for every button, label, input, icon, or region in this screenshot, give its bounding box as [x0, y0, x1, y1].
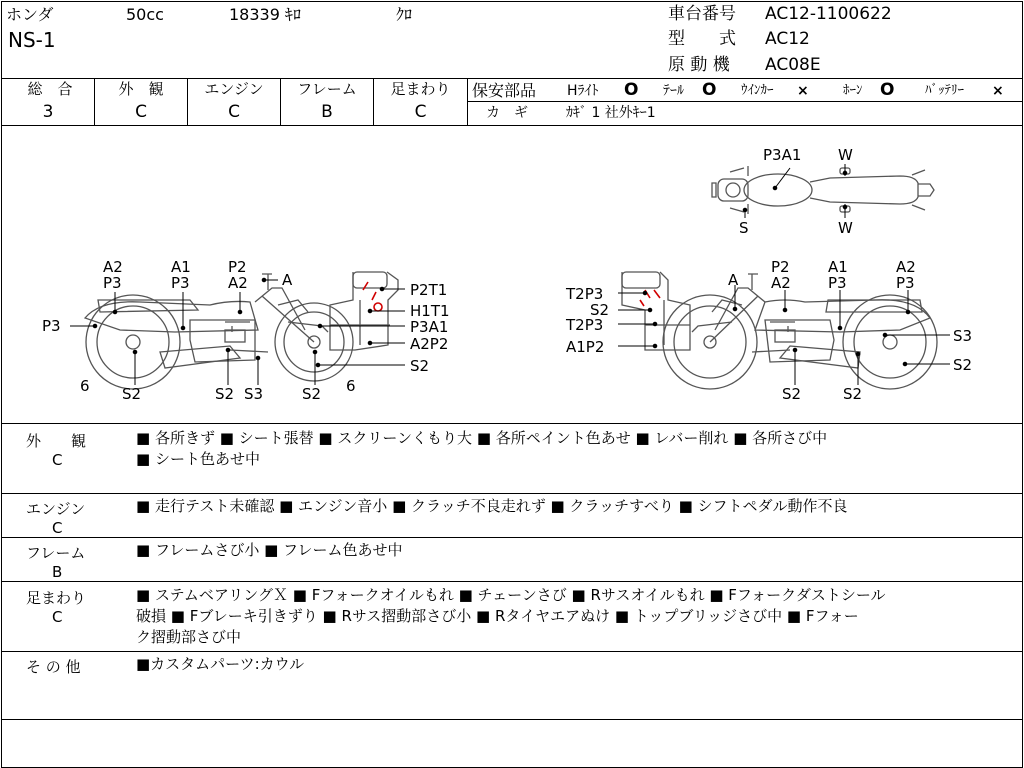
- diagram-label: T2P3: [566, 316, 604, 334]
- diagram-label: A2: [771, 274, 791, 292]
- engine-grade-label: エンジン: [204, 80, 264, 98]
- safety-label: 保安部品: [472, 81, 537, 100]
- diagram-label: A1P2: [566, 338, 605, 356]
- frame-grade-label: フレーム: [297, 80, 357, 98]
- section-line: ■ 走行テスト未確認 ■ エンジン音小 ■ クラッチ不良走れず ■ クラッチすべり ■ シフトペダル動作不良: [136, 497, 848, 515]
- diagram-label: S2: [843, 385, 863, 403]
- diagram-label: P2: [771, 258, 790, 276]
- section-line: ク摺動部さび中: [136, 628, 242, 646]
- diagram-label: P2T1: [410, 281, 448, 299]
- frame-grade: B: [321, 102, 333, 122]
- diagram-label: S2: [122, 385, 142, 403]
- diagram-label: S2: [410, 357, 430, 375]
- diagram-label: P3: [828, 274, 847, 292]
- maker-name: ホンダ: [6, 5, 54, 24]
- bike-top-view: [712, 166, 934, 214]
- section-line: ■ フレームさび小 ■ フレーム色あせ中: [136, 541, 403, 559]
- key-value: ｶｷﾞ 1 社外ｷｰ1: [566, 105, 656, 121]
- diagram-label: A2: [228, 274, 248, 292]
- section-line: ■カスタムパーツ:カウル: [136, 655, 305, 673]
- overall-label: 総 合: [27, 80, 73, 98]
- diagram-label: S: [739, 219, 749, 237]
- diagram-label: H1T1: [410, 302, 450, 320]
- safety-item-headlight: Hﾗｲﾄ: [567, 83, 599, 99]
- exterior-grade: C: [135, 102, 147, 122]
- divider: [1, 581, 1022, 582]
- section-label: エンジン: [26, 500, 86, 518]
- diagram-label: S3: [244, 385, 264, 403]
- section-line: ■ シート色あせ中: [136, 450, 260, 468]
- diagram-label: P3: [103, 274, 122, 292]
- diagram-label: W: [838, 146, 853, 164]
- divider: [1, 78, 1022, 79]
- safety-item-winker: ｳｲﾝｶｰ: [741, 83, 774, 98]
- diagram-label: S2: [215, 385, 235, 403]
- section-line: ■ 各所きず ■ シート張替 ■ スクリーンくもり大 ■ 各所ペイント色あせ ■ レバー削れ ■ 各所さび中: [136, 429, 828, 447]
- suspension-grade: C: [414, 102, 427, 122]
- overall-grade: 3: [42, 102, 54, 122]
- frame-no-label: 車台番号: [668, 4, 736, 24]
- safety-mark-winker: ×: [797, 83, 809, 99]
- diagram-label: S3: [953, 327, 973, 345]
- frame-no: AC12-1100622: [765, 4, 892, 24]
- diagram-label: P3: [171, 274, 190, 292]
- engine-value: AC08E: [765, 55, 821, 75]
- divider: [1, 493, 1022, 494]
- diagram-label: S2: [782, 385, 802, 403]
- color: ｸﾛ: [396, 5, 413, 24]
- safety-item-taillight: ﾃｰﾙ: [663, 83, 684, 99]
- divider: [467, 78, 468, 125]
- diagram-leaders: [70, 164, 950, 385]
- safety-item-battery: ﾊﾞｯﾃﾘｰ: [925, 83, 964, 98]
- engine-label: 原 動 機: [668, 55, 730, 75]
- divider: [1, 423, 1022, 424]
- diagram-label: P3: [42, 317, 61, 335]
- damage-diagram: [0, 126, 1024, 423]
- safety-mark-taillight: O: [702, 80, 717, 100]
- diagram-label: A1: [171, 258, 191, 276]
- diagram-label: S2: [953, 356, 973, 374]
- section-label: フレーム: [26, 544, 86, 562]
- diagram-label: T2P3: [566, 285, 604, 303]
- divider: [1, 651, 1022, 652]
- diagram-label: 6: [80, 377, 90, 395]
- type-label: 型 式: [668, 29, 736, 49]
- diagram-label: A1: [828, 258, 848, 276]
- divider: [1, 537, 1022, 538]
- section-label: そ の 他: [26, 658, 81, 676]
- key-label: カ ギ: [486, 105, 528, 121]
- diagram-label: W: [838, 219, 853, 237]
- section-grade: B: [52, 563, 63, 581]
- section-line: ■ ステムベアリングＸ ■ Fフォークオイルもれ ■ チェーンさび ■ Rサスオイルもれ ■ Fフォークダストシール: [136, 586, 886, 604]
- model-name: NS-1: [8, 28, 56, 52]
- diagram-label: P2: [228, 258, 247, 276]
- diagram-label: A2: [103, 258, 123, 276]
- section-grade: C: [52, 451, 63, 469]
- section-line: 破損 ■ Fブレーキ引きずり ■ Rサス摺動部さび小 ■ Rタイヤエアぬけ ■ トップブリッジさび中 ■ Fフォー: [136, 607, 859, 625]
- diagram-label: S2: [302, 385, 322, 403]
- section-grade: C: [52, 519, 63, 537]
- safety-item-horn: ﾎｰﾝ: [843, 83, 863, 98]
- diagram-label: A: [728, 271, 739, 289]
- diagram-label: 6: [346, 377, 356, 395]
- exterior-label: 外 観: [118, 80, 164, 98]
- displacement: 50cc: [126, 5, 164, 24]
- safety-mark-horn: O: [880, 80, 895, 100]
- diagram-label: P3A1: [763, 146, 802, 164]
- diagram-label: A: [282, 271, 293, 289]
- damage-marks: [363, 282, 660, 311]
- divider: [467, 101, 1022, 102]
- suspension-grade-label: 足まわり: [390, 80, 451, 98]
- diagram-label: A2P2: [410, 335, 449, 353]
- divider: [1, 719, 1022, 720]
- type-value: AC12: [765, 29, 810, 49]
- diagram-label: P3: [896, 274, 915, 292]
- engine-grade: C: [228, 102, 240, 122]
- mileage: 18339 ｷﾛ: [229, 5, 301, 24]
- diagram-label: S2: [590, 301, 610, 319]
- section-grade: C: [52, 608, 63, 626]
- section-label: 外 観: [26, 432, 87, 450]
- diagram-label: P3A1: [410, 318, 449, 336]
- safety-mark-battery: ×: [992, 83, 1004, 99]
- section-label: 足まわり: [26, 589, 87, 607]
- diagram-label: A2: [896, 258, 916, 276]
- safety-mark-headlight: O: [624, 80, 639, 100]
